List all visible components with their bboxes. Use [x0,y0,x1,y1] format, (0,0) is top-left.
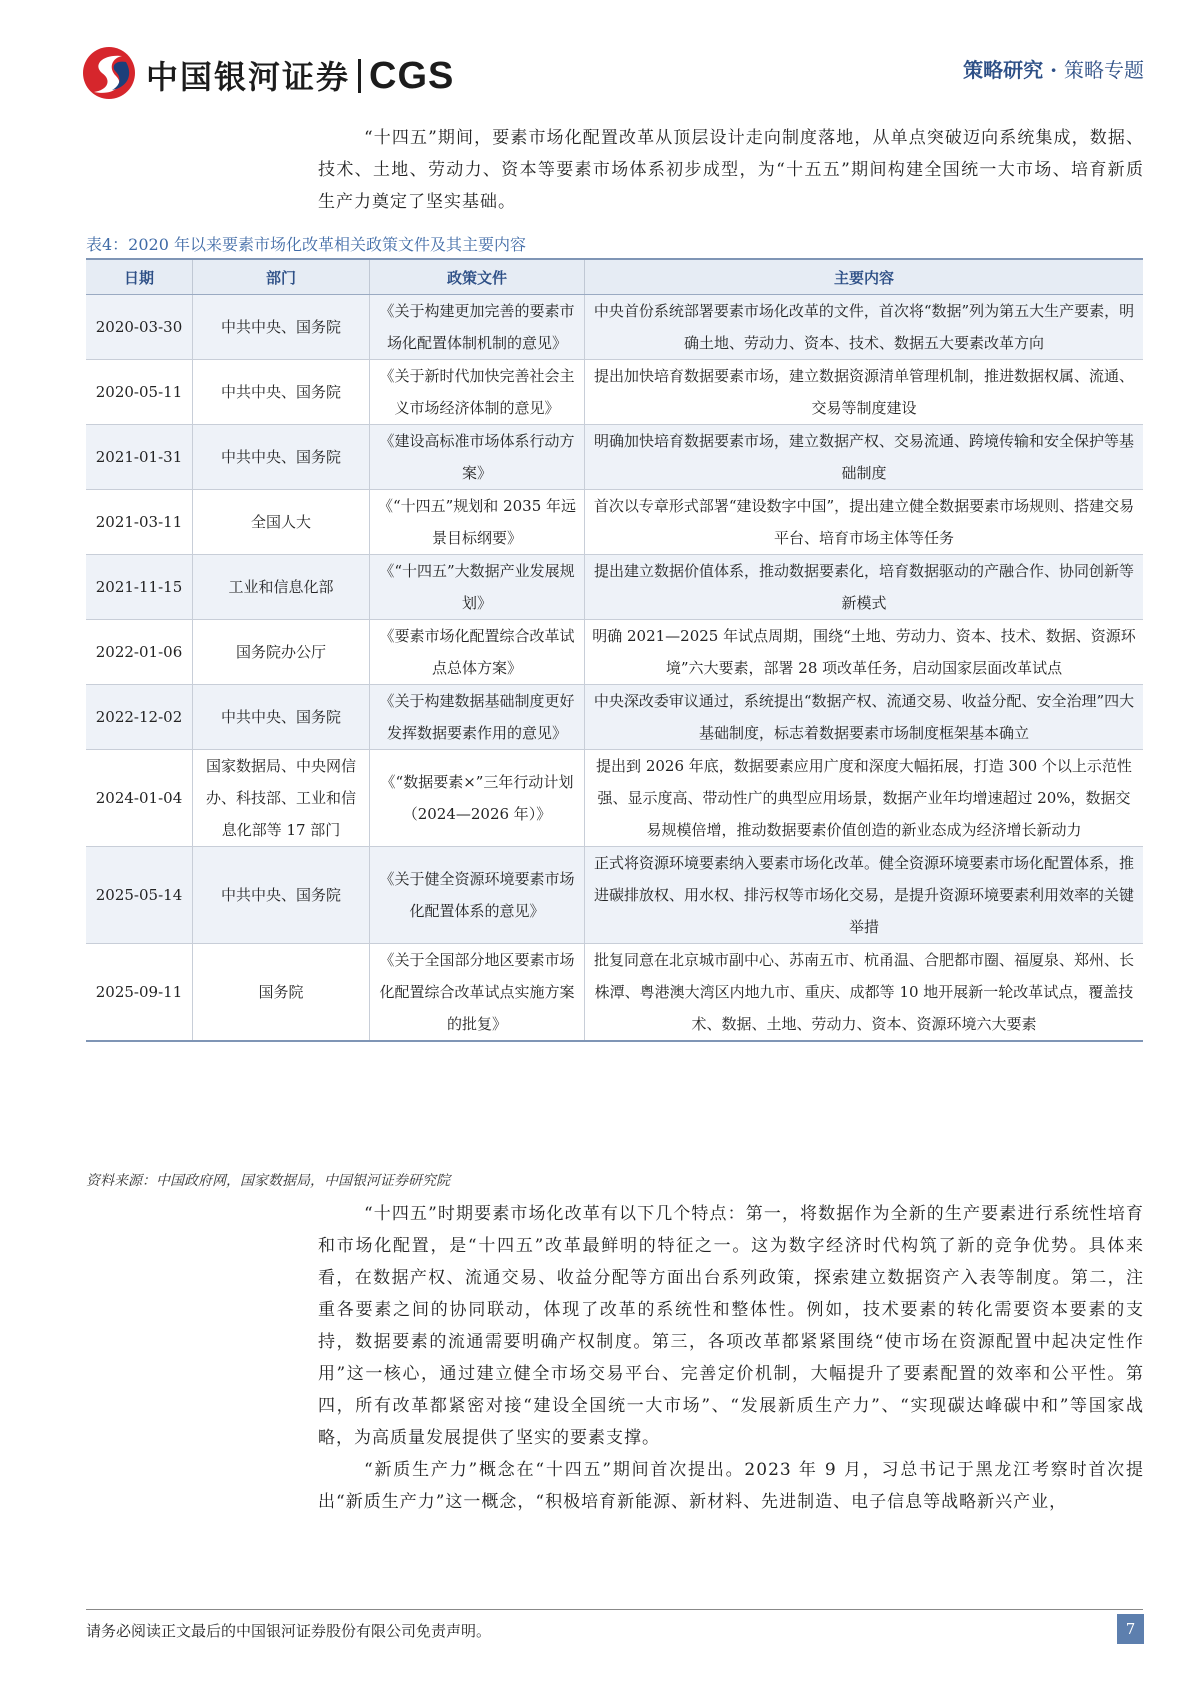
cell-date: 2024-01-04 [86,750,193,847]
header-policy-document: 政策文件 [370,259,585,295]
cell-main-content: 正式将资源环境要素纳入要素市场化改革。健全资源环境要素市场化配置体系，推进碳排放权、用水权、排污权等市场化交易，是提升资源环境要素利用效率的关键举措 [585,847,1144,944]
company-logo-text [146,52,454,98]
cell-date: 2020-03-30 [86,295,193,360]
cell-policy-document: 《建设高标准市场体系行动方案》 [370,425,585,490]
table-row [86,620,1143,685]
cell-department: 国家数据局、中央网信办、科技部、工业和信息化部等 17 部门 [193,750,370,847]
cell-date: 2022-12-02 [86,685,193,750]
cell-department: 中共中央、国务院 [193,360,370,425]
table-caption: 表4：2020 年以来要素市场化改革相关政策文件及其主要内容 [86,235,526,254]
report-section-label [963,54,1144,83]
table-row [86,685,1143,750]
body-paragraph-text: “新质生产力”概念在“十四五”期间首次提出。2023 年 9 月，习总书记于黑龙江考察时首次提出“新质生产力”这一概念，“积极培育新能源、新材料、先进制造、电子信息等战略新兴产业， [318,1460,1144,1512]
cell-department: 中共中央、国务院 [193,425,370,490]
intro-paragraph-text: “十四五”期间，要素市场化配置改革从顶层设计走向制度落地，从单点突破迈向系统集成，数据、技术、土地、劳动力、资本等要素市场体系初步成型，为“十五五”期间构建全国统一大市场、培育新质生产力奠定了坚实基础。 [318,128,1144,212]
header-date: 日期 [86,259,193,295]
cell-policy-document: 《关于构建更加完善的要素市场化配置体制机制的意见》 [370,295,585,360]
cell-main-content: 中央深改委审议通过，系统提出“数据产权、流通交易、收益分配、安全治理”四大基础制度，标志着数据要素市场制度框架基本确立 [585,685,1144,750]
cell-policy-document: 《“数据要素×”三年行动计划（2024—2026 年）》 [370,750,585,847]
section-separator: · [1050,58,1058,82]
cell-department: 工业和信息化部 [193,555,370,620]
table-row [86,295,1143,360]
company-logo-icon [82,46,136,100]
body-paragraph-text: “十四五”时期要素市场化改革有以下几个特点：第一，将数据作为全新的生产要素进行系统性培育和市场化配置，是“十四五”改革最鲜明的特征之一。这为数字经济时代构筑了新的竞争优势。具体来看，在数据产权、流通交易、收益分配等方面出台系列政策，探索建立数据资产入表等制度。第二，注重各要素之间的协同联动，体现了改革的系统性和整体性。例如，技术要素的转化需要资本要素的支持，数据要素的流通需要明确产权制度。第三，各项改革都紧紧围绕“使市场在资源配置中起决定性作用”这一核心，通过建立健全市场交易平台、完善定价机制，大幅提升了要素配置的效率和公平性。第四，所有改革都紧密对接“建设全国统一大市场”、“发展新质生产力”、“实现碳达峰碳中和”等国家战略，为高质量发展提供了坚实的要素支撑。 [318,1204,1144,1448]
cell-date: 2021-01-31 [86,425,193,490]
table-row [86,847,1143,944]
cell-department: 国务院办公厅 [193,620,370,685]
cell-policy-document: 《关于新时代加快完善社会主义市场经济体制的意见》 [370,360,585,425]
cell-policy-document: 《“十四五”规划和 2035 年远景目标纲要》 [370,490,585,555]
header-department: 部门 [193,259,370,295]
header-main-content: 主要内容 [585,259,1144,295]
logo-latin: CGS [369,55,455,97]
section-secondary: 策略专题 [1064,58,1144,82]
cell-date: 2025-09-11 [86,944,193,1042]
cell-department: 中共中央、国务院 [193,847,370,944]
table-header-row [86,259,1143,295]
cell-date: 2021-03-11 [86,490,193,555]
cell-policy-document: 《要素市场化配置综合改革试点总体方案》 [370,620,585,685]
body-paragraph-new-productivity [318,1454,1144,1518]
table-row [86,944,1143,1042]
cell-main-content: 提出加快培育数据要素市场，建立数据资源清单管理机制，推进数据权属、流通、交易等制度建设 [585,360,1144,425]
cell-policy-document: 《“十四五”大数据产业发展规划》 [370,555,585,620]
cell-main-content: 明确 2021—2025 年试点周期，围绕“土地、劳动力、资本、技术、数据、资源环境”六大要素，部署 28 项改革任务，启动国家层面改革试点 [585,620,1144,685]
page-number: 7 [1117,1614,1144,1644]
table-row [86,750,1143,847]
cell-department: 国务院 [193,944,370,1042]
cell-main-content: 明确加快培育数据要素市场，建立数据产权、交易流通、跨境传输和安全保护等基础制度 [585,425,1144,490]
table-row [86,425,1143,490]
cell-department: 全国人大 [193,490,370,555]
source-note: 资料来源：中国政府网，国家数据局，中国银河证券研究院 [86,1173,450,1189]
table-row [86,360,1143,425]
body-paragraph-features [318,1198,1144,1454]
cell-date: 2021-11-15 [86,555,193,620]
cell-main-content: 首次以专章形式部署“建设数字中国”，提出建立健全数据要素市场规则、搭建交易平台、培育市场主体等任务 [585,490,1144,555]
cell-main-content: 提出建立数据价值体系，推动数据要素化，培育数据驱动的产融合作、协同创新等新模式 [585,555,1144,620]
footer-divider [86,1609,1143,1610]
table-row [86,555,1143,620]
section-primary: 策略研究 [963,58,1044,82]
cell-policy-document: 《关于构建数据基础制度更好发挥数据要素作用的意见》 [370,685,585,750]
cell-policy-document: 《关于全国部分地区要素市场化配置综合改革试点实施方案的批复》 [370,944,585,1042]
cell-department: 中共中央、国务院 [193,295,370,360]
cell-department: 中共中央、国务院 [193,685,370,750]
logo-chinese: 中国银河证券 [146,58,351,96]
intro-paragraph [318,122,1144,218]
cell-main-content: 中央首份系统部署要素市场化改革的文件，首次将“数据”列为第五大生产要素，明确土地、劳动力、资本、技术、数据五大要素改革方向 [585,295,1144,360]
policy-table [86,258,1143,1042]
cell-policy-document: 《关于健全资源环境要素市场化配置体系的意见》 [370,847,585,944]
logo-divider [358,59,361,93]
cell-date: 2022-01-06 [86,620,193,685]
footer-disclaimer: 请务必阅读正文最后的中国银河证券股份有限公司免责声明。 [86,1622,492,1640]
cell-date: 2025-05-14 [86,847,193,944]
cell-main-content: 提出到 2026 年底，数据要素应用广度和深度大幅拓展，打造 300 个以上示范性强、显示度高、带动性广的典型应用场景，数据产业年均增速超过 20%，数据交易规模倍增，推动数据要素价值创造的新业态成为经济增长新动力 [585,750,1144,847]
cell-main-content: 批复同意在北京城市副中心、苏南五市、杭甬温、合肥都市圈、福厦泉、郑州、长株潭、粤港澳大湾区内地九市、重庆、成都等 10 地开展新一轮改革试点，覆盖技术、数据、土地、劳动力、资本、资源环境六大要素 [585,944,1144,1042]
cell-date: 2020-05-11 [86,360,193,425]
table-row [86,490,1143,555]
